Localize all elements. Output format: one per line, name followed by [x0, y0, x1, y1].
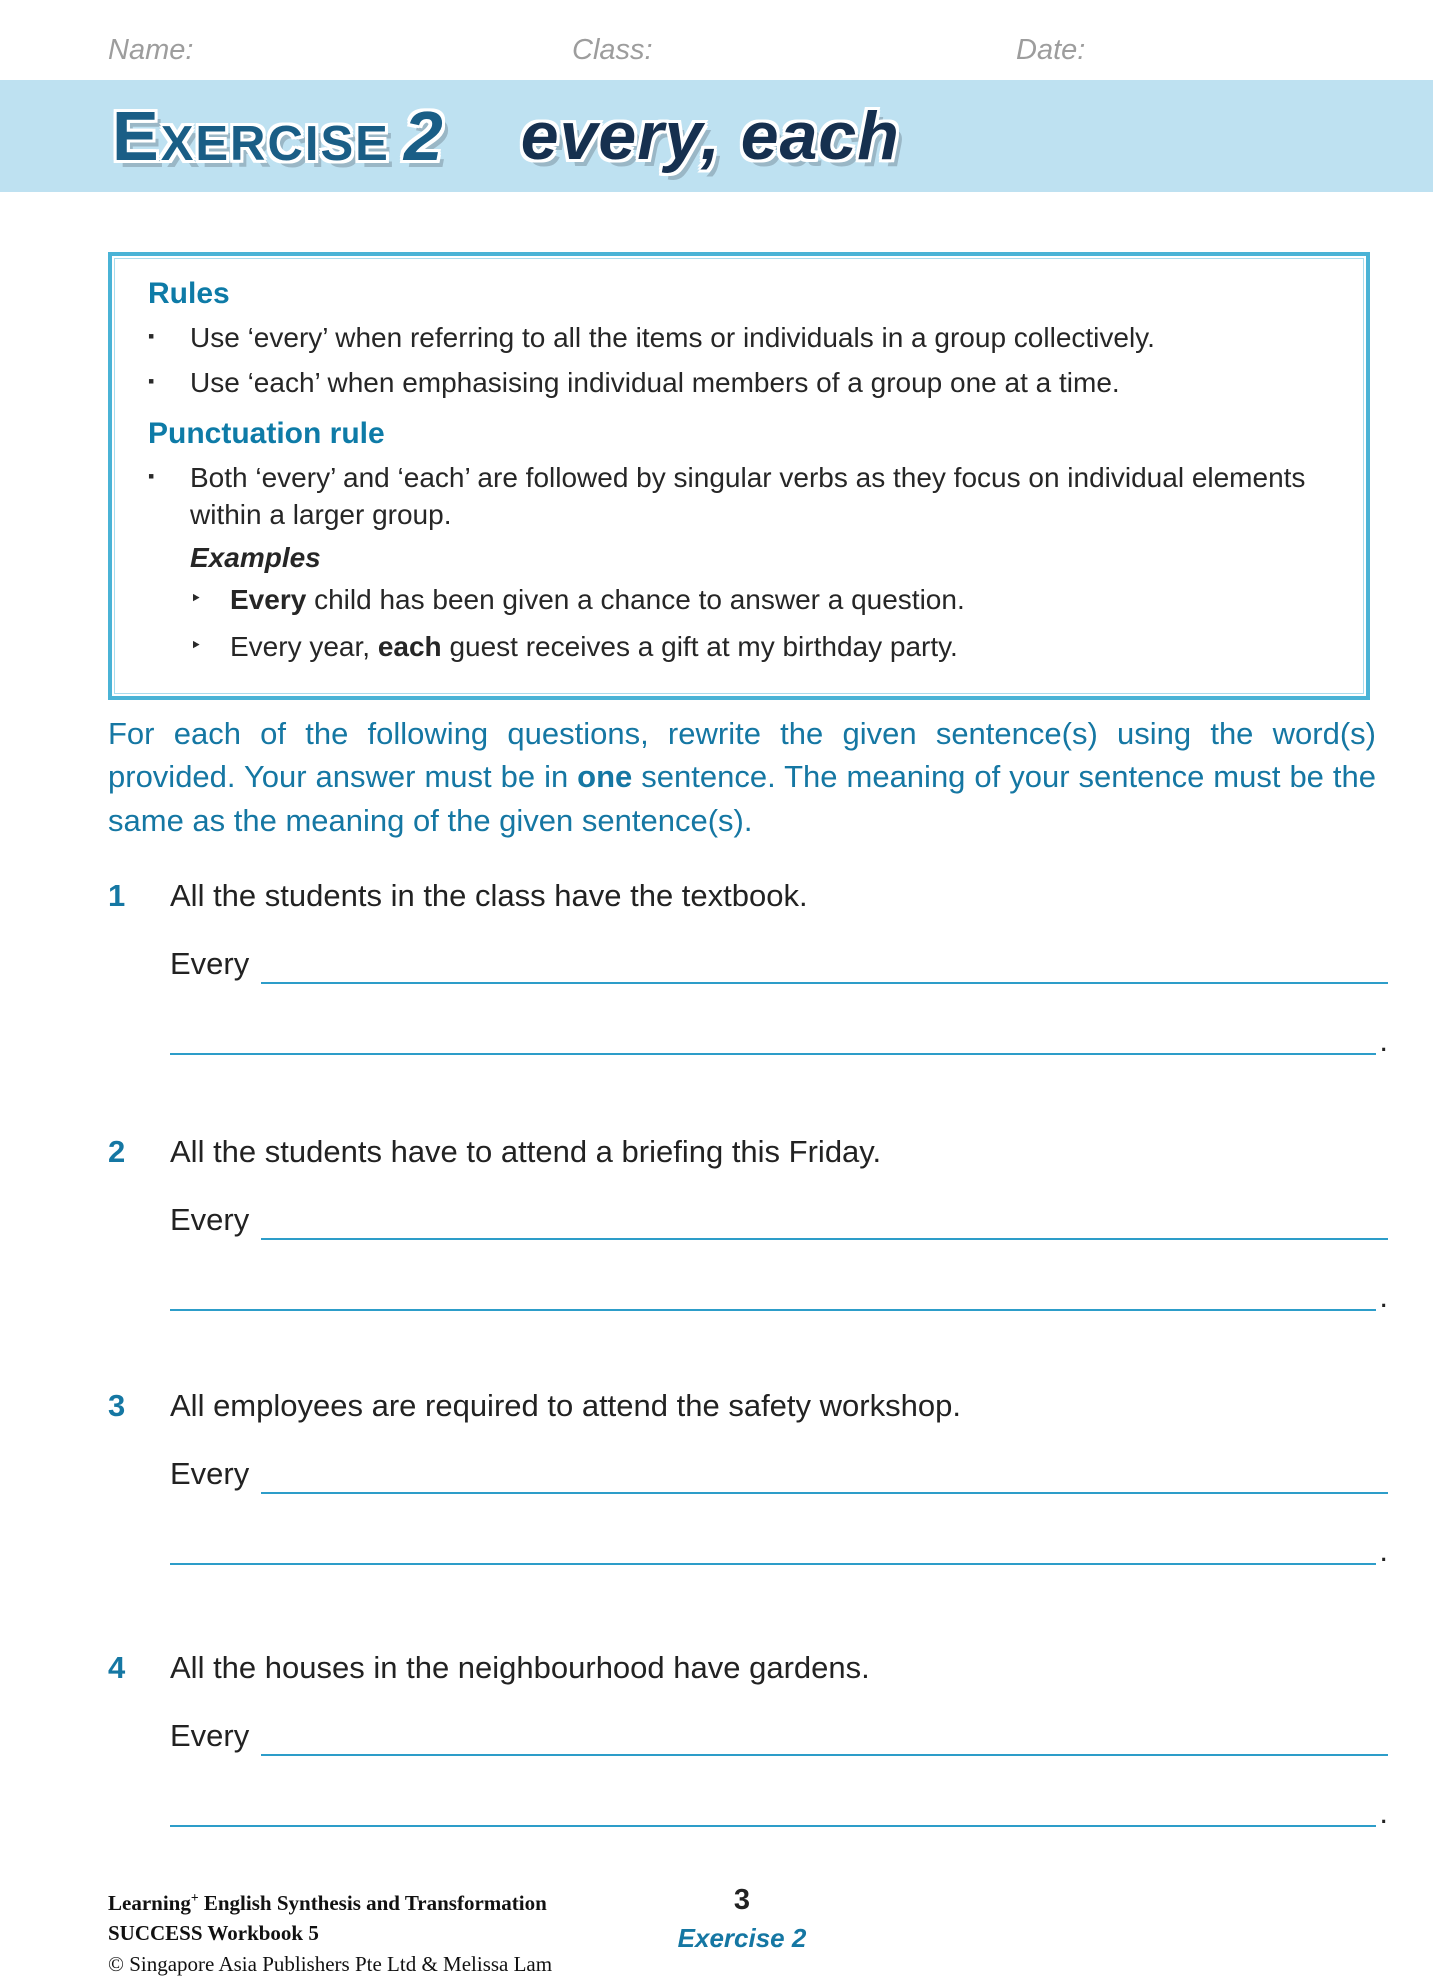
instructions-bold-word: one: [577, 759, 633, 795]
imprint-line-2: SUCCESS Workbook 5: [108, 1921, 319, 1946]
example-bold-word: each: [377, 630, 442, 662]
question-text: All the houses in the neighbourhood have gardens.: [170, 1650, 870, 1685]
question-number: 3: [108, 1388, 126, 1423]
sentence-period: .: [1379, 1795, 1388, 1831]
page-number: 3: [733, 1884, 751, 1916]
imprint-line-1: Learning+ English Synthesis and Transformation: [108, 1890, 547, 1915]
exercise-title: every, each: [520, 98, 900, 174]
question-text: All the students have to attend a briefing this Friday.: [170, 1134, 882, 1169]
triangle-bullet-icon: ‣: [190, 634, 202, 657]
example-text: Every child has been given a chance to answer a question.: [230, 583, 965, 615]
answer-line-2[interactable]: [170, 1267, 1376, 1311]
exercise-number: 2: [403, 97, 443, 175]
name-label: Name:: [108, 34, 194, 66]
class-label: Class:: [572, 34, 653, 66]
answer-line-2[interactable]: [170, 1783, 1376, 1827]
example-text: Every year, each guest receives a gift at my birthday party.: [230, 630, 958, 662]
rules-box: [108, 252, 1370, 700]
rule-text: Use ‘each’ when emphasising individual members of a group one at a time.: [190, 366, 1120, 398]
answer-prompt: Every: [170, 1202, 250, 1237]
instructions: For each of the following questions, rewrite the given sentence(s) using the word(s) provided. Your answer must be in one sentence. The meaning of your sentence must be the same as the meaning of the given sentence(s).: [108, 716, 1376, 838]
answer-line-1[interactable]: [261, 1712, 1388, 1756]
exercise-word: Exercise: [112, 97, 390, 175]
sentence-period: .: [1379, 1023, 1388, 1059]
imprint-line-3: © Singapore Asia Publishers Pte Ltd & Melissa Lam: [108, 1951, 553, 1976]
exercise-banner: [0, 80, 1433, 192]
answer-line-1[interactable]: [261, 1450, 1388, 1494]
rule-item: [148, 320, 1330, 357]
question-block: [108, 1650, 1388, 1831]
answer-line-1[interactable]: [261, 940, 1388, 984]
answer-line-2[interactable]: [170, 1011, 1376, 1055]
square-bullet-icon: ▪: [148, 326, 155, 346]
answer-line-2[interactable]: [170, 1521, 1376, 1565]
question-number: 2: [108, 1134, 126, 1169]
rule-item: [148, 365, 1330, 402]
square-bullet-icon: ▪: [148, 465, 155, 486]
date-label: Date:: [1016, 34, 1086, 66]
punctuation-rule-item: [148, 460, 1330, 534]
question-block: [108, 878, 1388, 1059]
footer-exercise-label: Exercise 2: [677, 1923, 807, 1953]
square-bullet-icon: ▪: [148, 370, 155, 391]
rules-heading: Rules: [148, 277, 230, 310]
question-block: [108, 1388, 1388, 1569]
rule-text: Use ‘every’ when referring to all the items or individuals in a group collectively.: [190, 322, 1155, 353]
answer-prompt: Every: [170, 1456, 250, 1491]
superscript-plus: +: [190, 1890, 199, 1905]
footer-center: [108, 1884, 1376, 1954]
example-item: [190, 582, 1330, 619]
triangle-bullet-icon: ‣: [190, 587, 202, 610]
answer-prompt: Every: [170, 946, 250, 981]
sentence-period: .: [1379, 1279, 1388, 1315]
question-number: 4: [108, 1650, 126, 1685]
question-text: All the students in the class have the textbook.: [170, 878, 808, 913]
question-number: 1: [108, 878, 126, 913]
example-item: [190, 629, 1330, 666]
example-bold-word: Every: [230, 583, 307, 615]
answer-line-1[interactable]: [261, 1196, 1388, 1240]
answer-prompt: Every: [170, 1718, 250, 1753]
punctuation-rule-text: Both ‘every’ and ‘each’ are followed by singular verbs as they focus on individual elements within a larger group.: [190, 461, 1306, 530]
question-block: [108, 1134, 1388, 1315]
examples-heading: Examples: [190, 541, 321, 573]
punctuation-heading: Punctuation rule: [148, 416, 385, 450]
sentence-period: .: [1379, 1533, 1388, 1569]
question-text: All employees are required to attend the safety workshop.: [170, 1388, 961, 1423]
